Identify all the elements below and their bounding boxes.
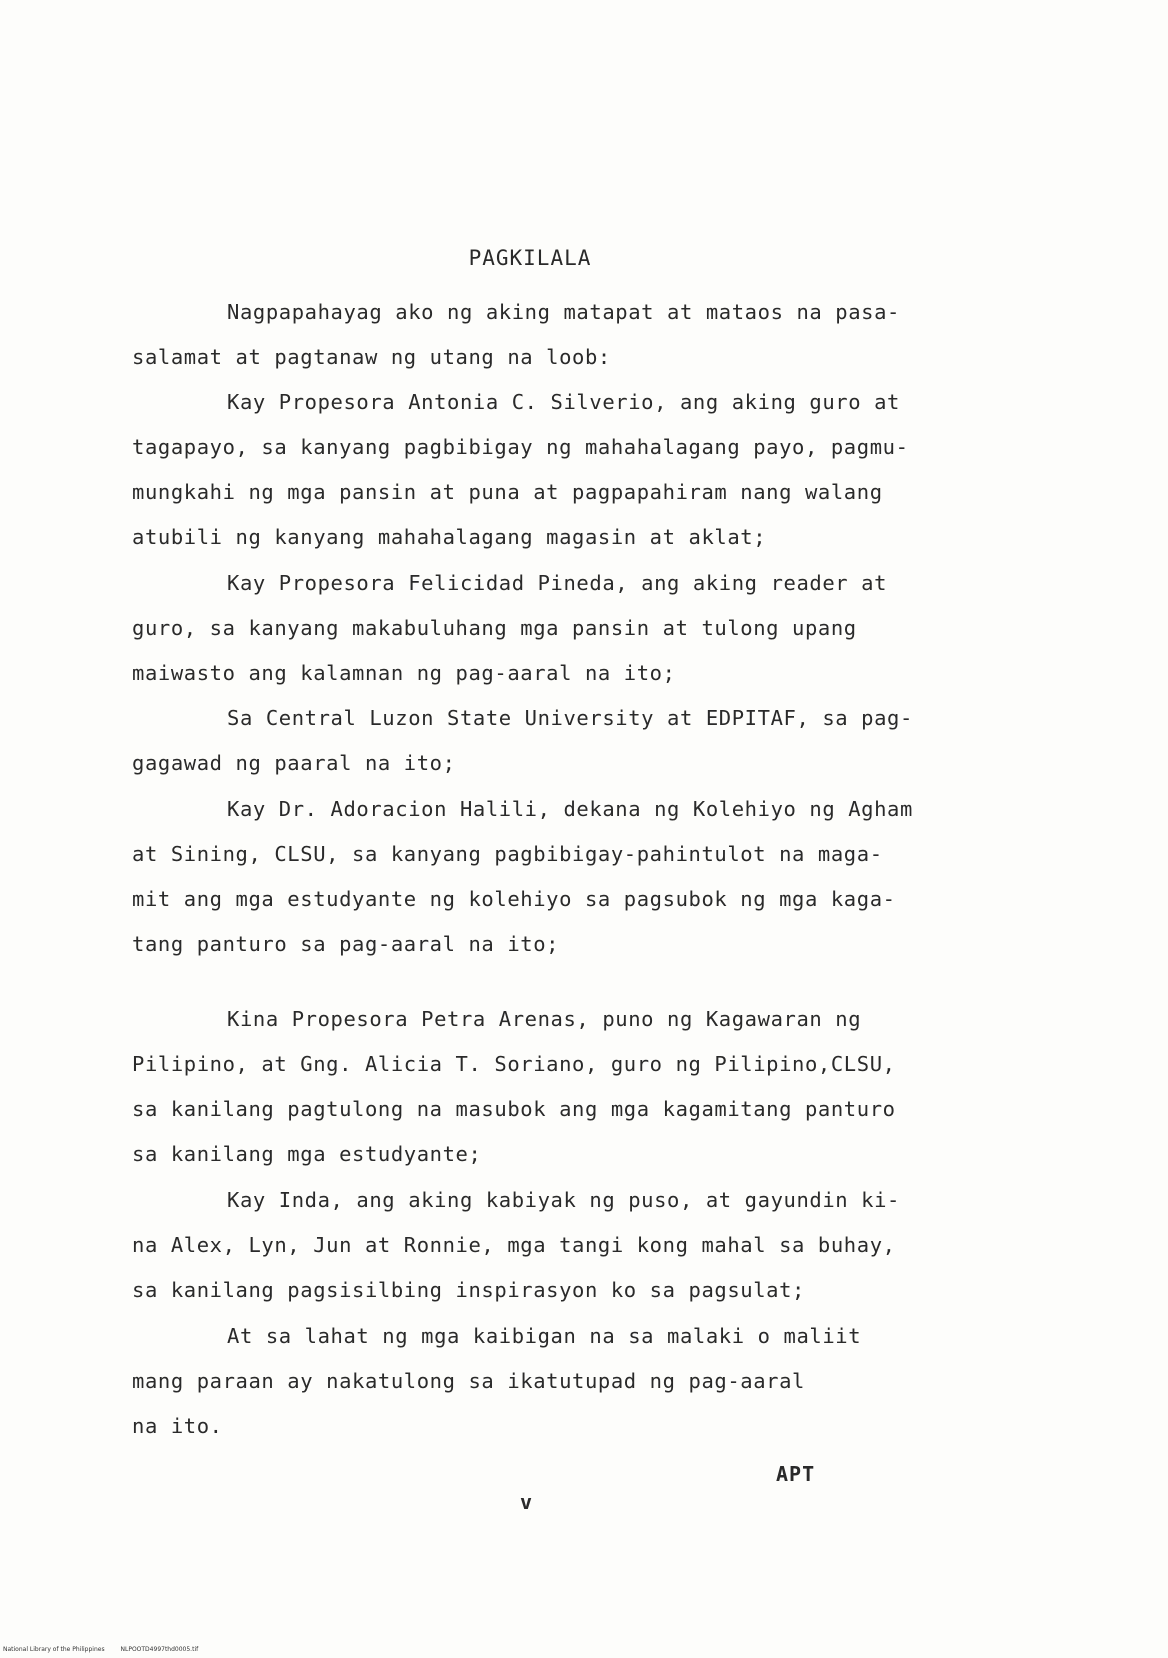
text-line-6: atubili ng kanyang mahahalagang magasin at aklat; (132, 525, 767, 549)
text-line-23: At sa lahat ng mga kaibigan na sa malaki o maliit (227, 1324, 862, 1348)
text-line-22: sa kanilang pagsisilbing inspirasyon ko sa pagsulat; (132, 1278, 805, 1302)
text-line-12: Kay Dr. Adoracion Halili, dekana ng Kolehiyo ng Agham (227, 797, 913, 821)
text-line-24: mang paraan ay nakatulong sa ikatutupad ng pag-aaral (132, 1369, 805, 1393)
library-name: National Library of the Philippines (3, 1646, 105, 1653)
text-line-16: Kina Propesora Petra Arenas, puno ng Kagawaran ng (227, 1007, 862, 1031)
text-line-18: sa kanilang pagtulong na masubok ang mga kagamitang panturo (132, 1097, 896, 1121)
file-identifier: NLPOOTD4997thd0005.tif (120, 1646, 199, 1653)
text-line-9: maiwasto ang kalamnan ng pag-aaral na ito; (132, 661, 676, 685)
text-line-11: gagawad ng paaral na ito; (132, 751, 456, 775)
author-initials: APT (776, 1462, 816, 1486)
page-title: PAGKILALA (468, 246, 592, 270)
text-line-20: Kay Inda, ang aking kabiyak ng puso, at gayundin ki- (227, 1188, 900, 1212)
text-line-1: Nagpapahayag ako ng aking matapat at mataos na pasa- (227, 300, 900, 324)
text-line-25: na ito. (132, 1414, 223, 1438)
text-line-15: tang panturo sa pag-aaral na ito; (132, 932, 560, 956)
text-line-19: sa kanilang mga estudyante; (132, 1142, 482, 1166)
text-line-13: at Sining, CLSU, sa kanyang pagbibigay-pahintulot na maga- (132, 842, 883, 866)
text-line-5: mungkahi ng mga pansin at puna at pagpapahiram nang walang (132, 480, 883, 504)
text-line-17: Pilipino, at Gng. Alicia T. Soriano, guro ng Pilipino,CLSU, (132, 1052, 896, 1076)
text-line-10: Sa Central Luzon State University at EDPITAF, sa pag- (227, 706, 913, 730)
scan-footer (3, 1646, 212, 1653)
text-line-8: guro, sa kanyang makabuluhang mga pansin at tulong upang (132, 616, 857, 640)
text-line-21: na Alex, Lyn, Jun at Ronnie, mga tangi kong mahal sa buhay, (132, 1233, 896, 1257)
text-line-2: salamat at pagtanaw ng utang na loob: (132, 345, 611, 369)
text-line-7: Kay Propesora Felicidad Pineda, ang aking reader at (227, 571, 888, 595)
text-line-14: mit ang mga estudyante ng kolehiyo sa pagsubok ng mga kaga- (132, 887, 896, 911)
text-line-4: tagapayo, sa kanyang pagbibigay ng mahahalagang payo, pagmu- (132, 435, 909, 459)
page-number: v (520, 1490, 533, 1514)
text-line-3: Kay Propesora Antonia C. Silverio, ang aking guro at (227, 390, 900, 414)
